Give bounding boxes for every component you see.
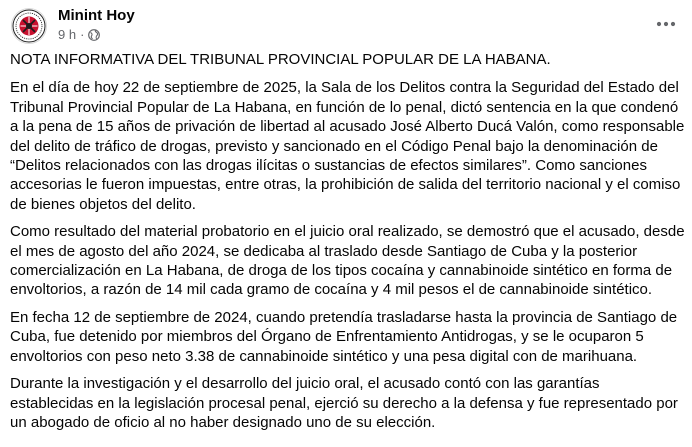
more-options-icon: [656, 21, 676, 27]
meta-separator: ·: [80, 27, 85, 42]
avatar[interactable]: [11, 8, 47, 44]
post-title-paragraph: NOTA INFORMATIVA DEL TRIBUNAL PROVINCIAL POPULAR DE LA HABANA.: [10, 51, 551, 68]
post-paragraph-sentence: En el día de hoy 22 de septiembre de 2025, la Sala de los Delitos contra la Seguridad del Estado del Tribunal Provincial Popular de La Habana, en función de lo penal, dictó sentencia en la que condenó a la pena de 15 años de privación de libertad al acusado José Alberto Ducá Valón, como responsable del delito de tráfico de drogas, previsto y sancionado en el Código Penal bajo la denominación de “Delitos relacionados con las drogas ilícitas o sustancias de efectos similares”. Como sanciones accesorias le fueron impuestas, entre otras, la prohibición de salida del territorio nacional y el comiso de bienes objetos del delito.: [10, 79, 685, 213]
post-paragraph-arrest: En fecha 12 de septiembre de 2024, cuando pretendía trasladarse hasta la provincia de Santiago de Cuba, fue detenido por miembros del Órgano de Enfrentamiento Antidrogas, y se le ocuparon 5 envoltorios con peso neto 3.38 de cannabinoide sintético y una pesa digital con de marihuana.: [10, 308, 678, 365]
post-paragraph-guarantees: Durante la investigación y el desarrollo del juicio oral, el acusado contó con las garantías establecidas en la legislación procesal penal, ejerció su derecho a la defensa y fue representado por un abogado de oficio al no haber designado uno de su elección.: [10, 375, 678, 431]
author-name[interactable]: Minint Hoy: [58, 7, 135, 24]
post-paragraph-evidence: Como resultado del material probatorio en el juicio oral realizado, se demostró que el acusado, desde el mes de agosto del año 2024, se dedicaba al traslado desde Santiago de Cuba y la posterior comercialización en La Habana, de droga de los tipos cocaína y cannabinoide sintético en forma de envoltorios, a razón de 14 mil cada gramo de cocaína y 4 mil pesos el de cannabinoide sintético.: [10, 223, 685, 299]
timestamp[interactable]: 9 h: [58, 27, 77, 42]
more-options-button[interactable]: [654, 12, 678, 36]
post-header: [0, 0, 692, 52]
post-body: [10, 50, 686, 440]
post-meta: [58, 27, 100, 43]
minint-emblem-icon: [12, 9, 46, 43]
globe-icon[interactable]: [88, 29, 100, 41]
